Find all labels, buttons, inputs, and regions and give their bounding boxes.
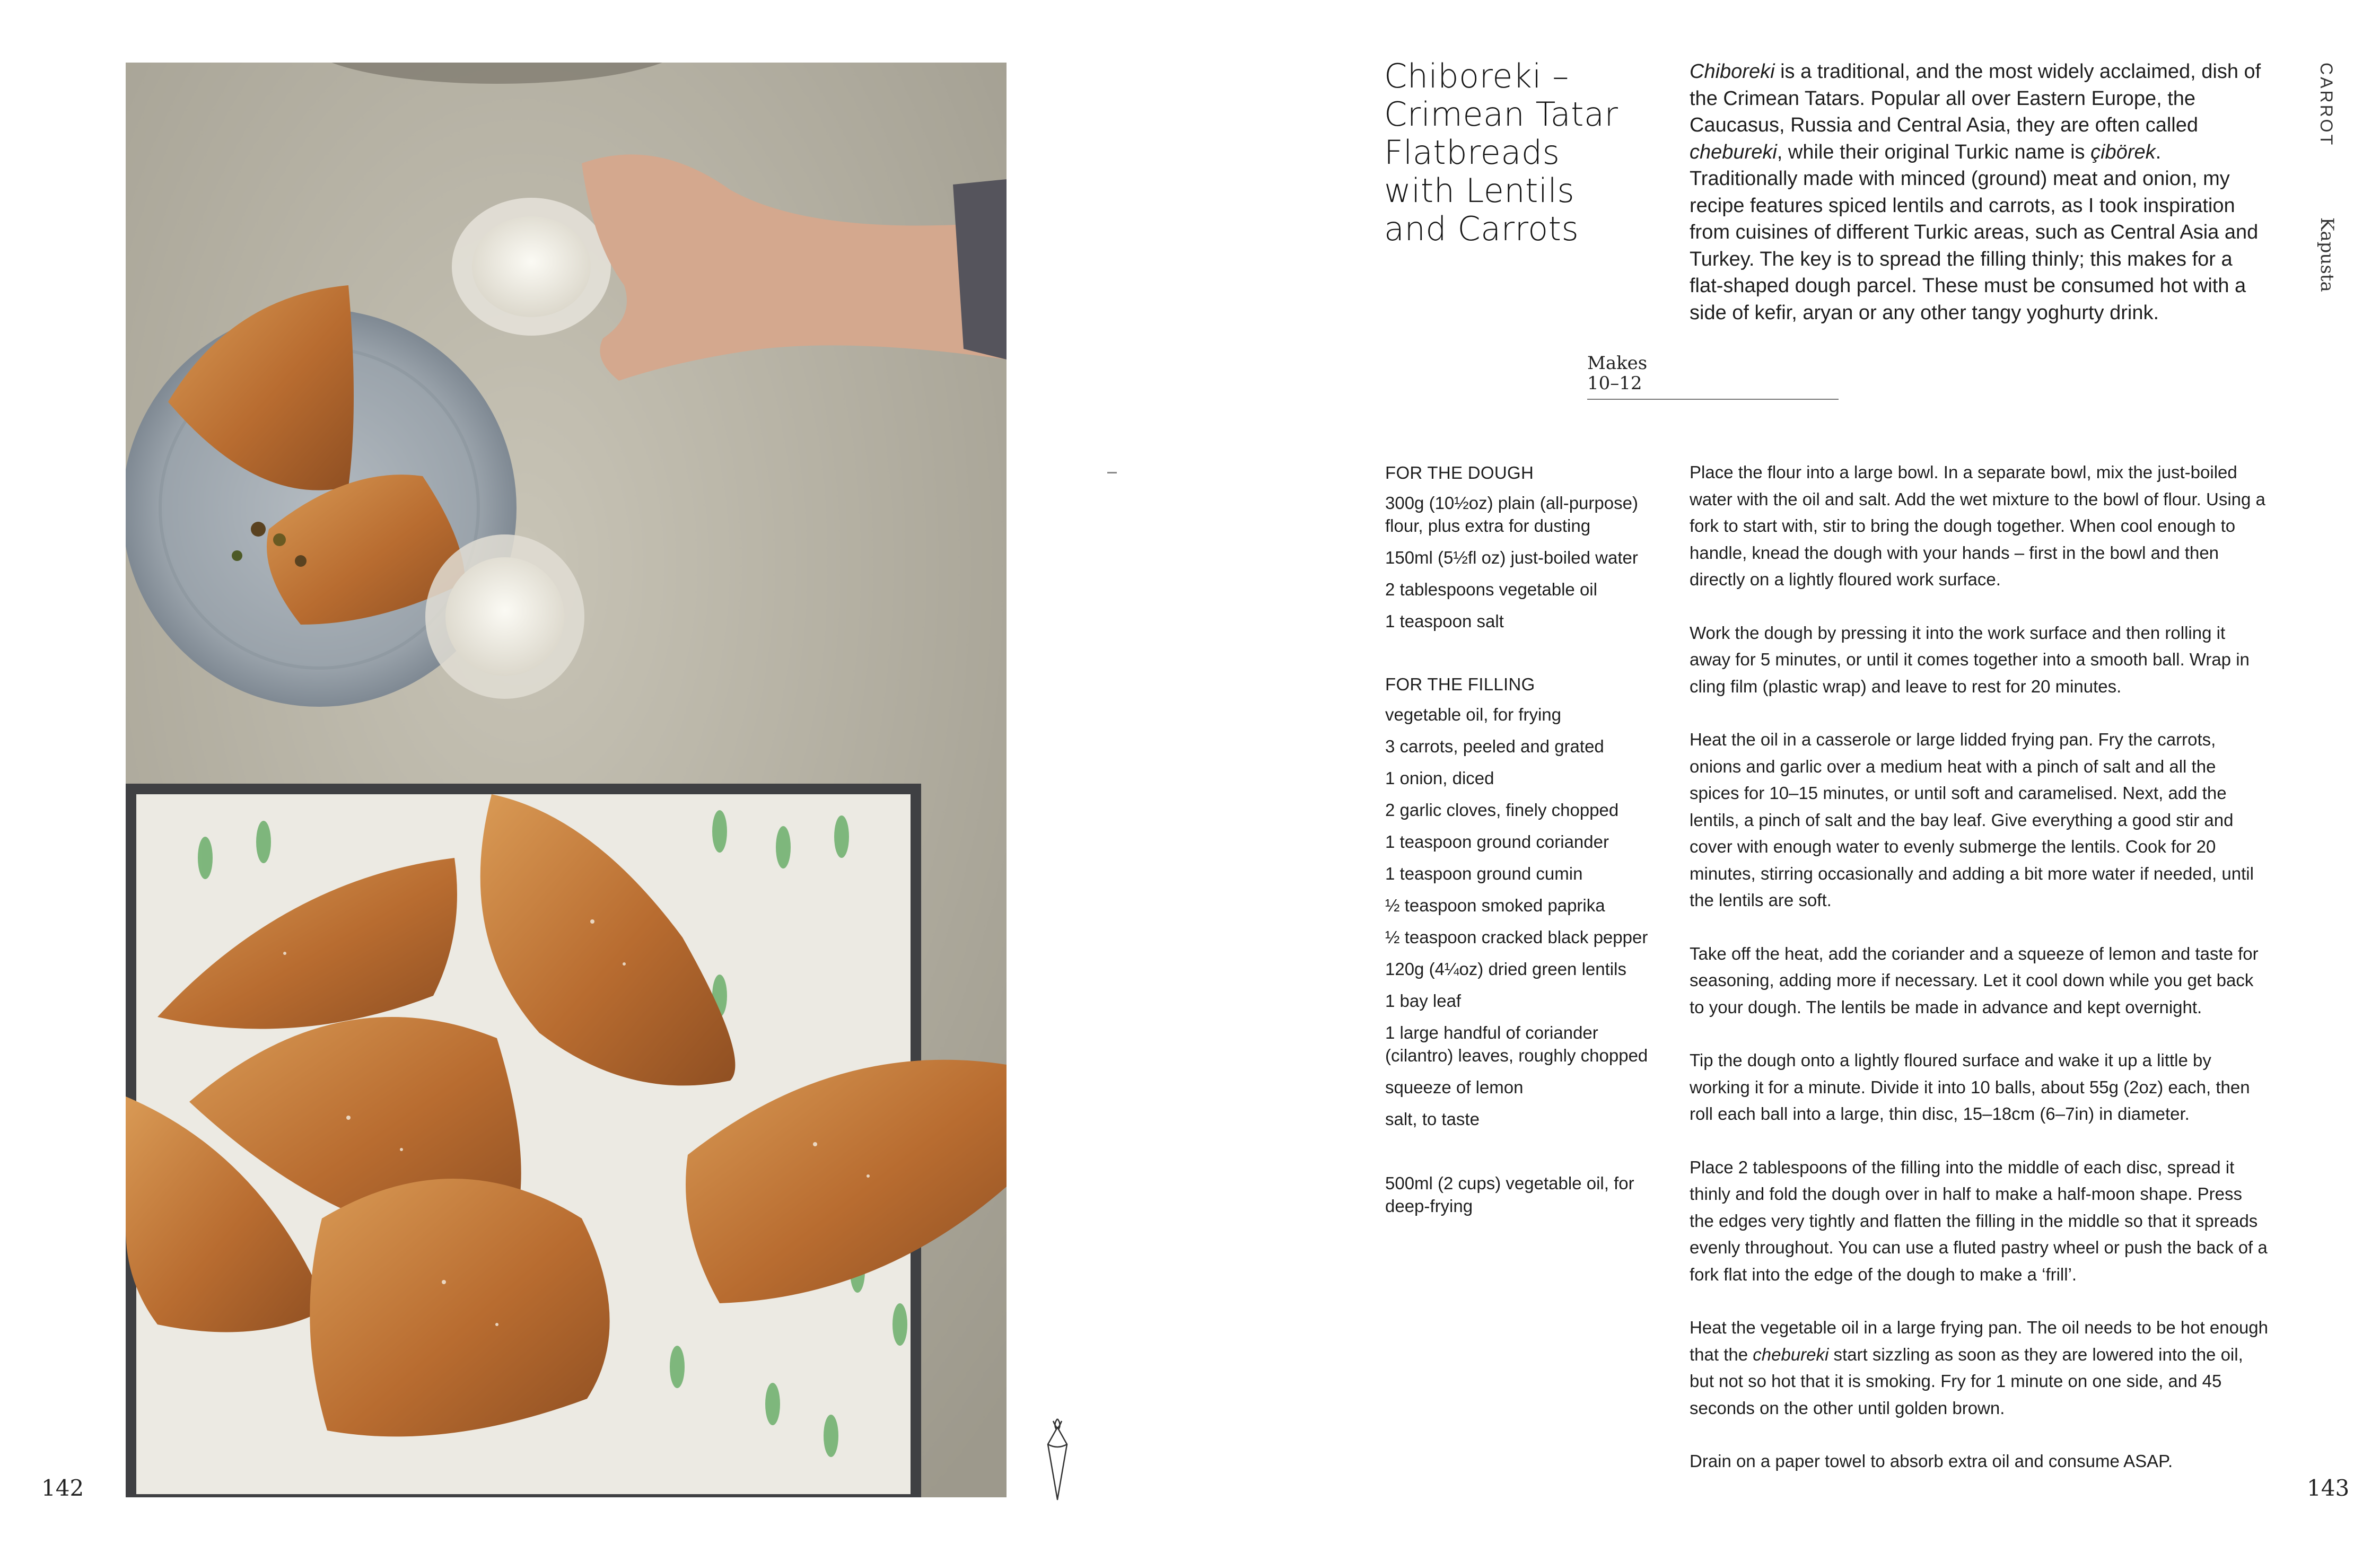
- carrot-icon: [1046, 1417, 1069, 1502]
- method-step: Tip the dough onto a lightly floured surface and wake it up a little by working it for a minute. Divide it into 10 balls, about 55g (2oz) each, then roll each ball into a large, thin disc, 15–18cm (6–7in) in diameter.: [1690, 1050, 2250, 1124]
- ingredient-item: vegetable oil, for frying: [1385, 705, 1562, 724]
- intro-text: is a traditional, and the most widely acclaimed, dish of the Crimean Tatars. Popular all over Eastern Europe, the Caucasus, Russia and Central Asia, they are often called: [1690, 60, 2261, 136]
- page-number-right: 143: [2307, 1475, 2350, 1501]
- method-step: Drain on a paper towel to absorb extra oil and consume ASAP.: [1690, 1451, 2173, 1471]
- ingredient-item: 300g (10½oz) plain (all-purpose) flour, plus extra for dusting: [1385, 493, 1638, 536]
- yield: [1587, 353, 1647, 393]
- filling-ingredients: [1385, 673, 1661, 1130]
- ingredient-item: 150ml (5½fl oz) just-boiled water: [1385, 548, 1638, 567]
- filling-heading: FOR THE FILLING: [1385, 674, 1535, 694]
- ingredient-item: 1 teaspoon ground cumin: [1385, 864, 1583, 883]
- ingredient-item: 3 carrots, peeled and grated: [1385, 736, 1604, 756]
- recipe-title: Chiboreki – Crimean Tatar Flatbreads with Lentils and Carrots: [1384, 57, 1618, 248]
- ingredient-item: 500ml (2 cups) vegetable oil, for deep-frying: [1385, 1173, 1634, 1216]
- method-text: start sizzling as soon as they are lowered into the oil, but not so hot that it is smoking. Fry for 1 minute on one side, and 45 seconds on the other until golden brown.: [1690, 1344, 2243, 1418]
- yield-label: Makes: [1587, 353, 1648, 374]
- ingredient-item: 1 onion, diced: [1385, 768, 1494, 788]
- page-number-left: 142: [41, 1475, 84, 1501]
- ingredients-column: [1385, 461, 1661, 1258]
- intro-italic-name: chebureki: [1690, 141, 1777, 163]
- ingredient-item: 2 tablespoons vegetable oil: [1385, 580, 1597, 599]
- dough-heading: FOR THE DOUGH: [1385, 463, 1534, 482]
- ingredient-item: salt, to taste: [1385, 1109, 1480, 1129]
- intro-text: , while their original Turkic name is: [1777, 141, 2091, 163]
- yield-value: 10–12: [1587, 373, 1642, 394]
- method-step: Place the flour into a large bowl. In a separate bowl, mix the just-boiled water with the oil and salt. Add the wet mixture to the bowl of flour. Using a fork to start with, stir to bring the dough together. When cool enough to handle, knead the dough with your hands – first in the bowl and then directly on a lightly floured work surface.: [1690, 462, 2265, 589]
- running-head-subsection: Kapusta: [2316, 217, 2338, 292]
- ingredient-item: ½ teaspoon smoked paprika: [1385, 896, 1605, 915]
- ingredient-item: 2 garlic cloves, finely chopped: [1385, 800, 1619, 820]
- ingredient-item: squeeze of lemon: [1385, 1077, 1524, 1097]
- ingredient-item: 120g (4¼oz) dried green lentils: [1385, 959, 1626, 979]
- frying-ingredients: [1385, 1172, 1661, 1217]
- ingredient-item: 1 large handful of coriander (cilantro) leaves, roughly chopped: [1385, 1023, 1648, 1065]
- intro-text: . Traditionally made with minced (ground) meat and onion, my recipe features spiced lentils and carrots, as I took inspiration from cuisines of different Turkic areas, such as Central Asia and Turkey. The key is to spread the filling thinly; this makes for a flat-shaped dough parcel. These must be consumed hot with a side of kefir, aryan or any other tangy yoghurty drink.: [1690, 141, 2259, 324]
- food-photo: [126, 63, 1007, 1497]
- intro-italic-name: Chiboreki: [1690, 60, 1775, 83]
- ingredient-item: 1 bay leaf: [1385, 991, 1462, 1011]
- method-step: Place 2 tablespoons of the filling into the middle of each disc, spread it thinly and fold the dough over in half to make a half-moon shape. Press the edges very tightly and flatten the filling in the middle so that it spreads evenly throughout. You can use a fluted pastry wheel or push the back of a fork flat into the edge of the dough to make a ‘frill’.: [1690, 1157, 2268, 1284]
- method-italic-name: chebureki: [1753, 1344, 1829, 1364]
- method-column: [1690, 459, 2269, 1502]
- running-head-section: CARROT: [2317, 63, 2336, 147]
- intro-italic-name: çibörek: [2090, 141, 2156, 163]
- recipe-intro: [1690, 58, 2262, 326]
- method-text: Heat the vegetable oil in a large frying pan. The oil needs to be hot enough that the: [1690, 1318, 2268, 1364]
- chiboreki-photo-illustration: [126, 63, 1007, 1497]
- method-step: Heat the oil in a casserole or large lidded frying pan. Fry the carrots, onions and garlic over a medium heat with a pinch of salt and all the spices for 10–15 minutes, or until soft and caramelised. Next, add the lentils, a pinch of salt and the bay leaf. Give everything a good stir and cover with enough water to evenly submerge the lentils. Cook for 20 minutes, stirring occasionally and adding a bit more water if needed, until the lentils are soft.: [1690, 730, 2254, 910]
- method-step: Take off the heat, add the coriander and a squeeze of lemon and taste for seasoning, adding more if necessary. Let it cool down while you get back to your dough. The lentils be made in advance and kept overnight.: [1690, 943, 2259, 1017]
- yield-divider: [1587, 399, 1839, 400]
- divider-mark: [1107, 472, 1117, 473]
- method-step: [1690, 1314, 2269, 1422]
- ingredient-item: 1 teaspoon salt: [1385, 611, 1504, 631]
- dough-ingredients: [1385, 461, 1661, 633]
- method-step: Work the dough by pressing it into the work surface and then rolling it away for 5 minutes, or until it comes together into a smooth ball. Wrap in cling film (plastic wrap) and leave to rest for 20 minutes.: [1690, 622, 2250, 696]
- ingredient-item: ½ teaspoon cracked black pepper: [1385, 927, 1648, 947]
- ingredient-item: 1 teaspoon ground coriander: [1385, 832, 1609, 852]
